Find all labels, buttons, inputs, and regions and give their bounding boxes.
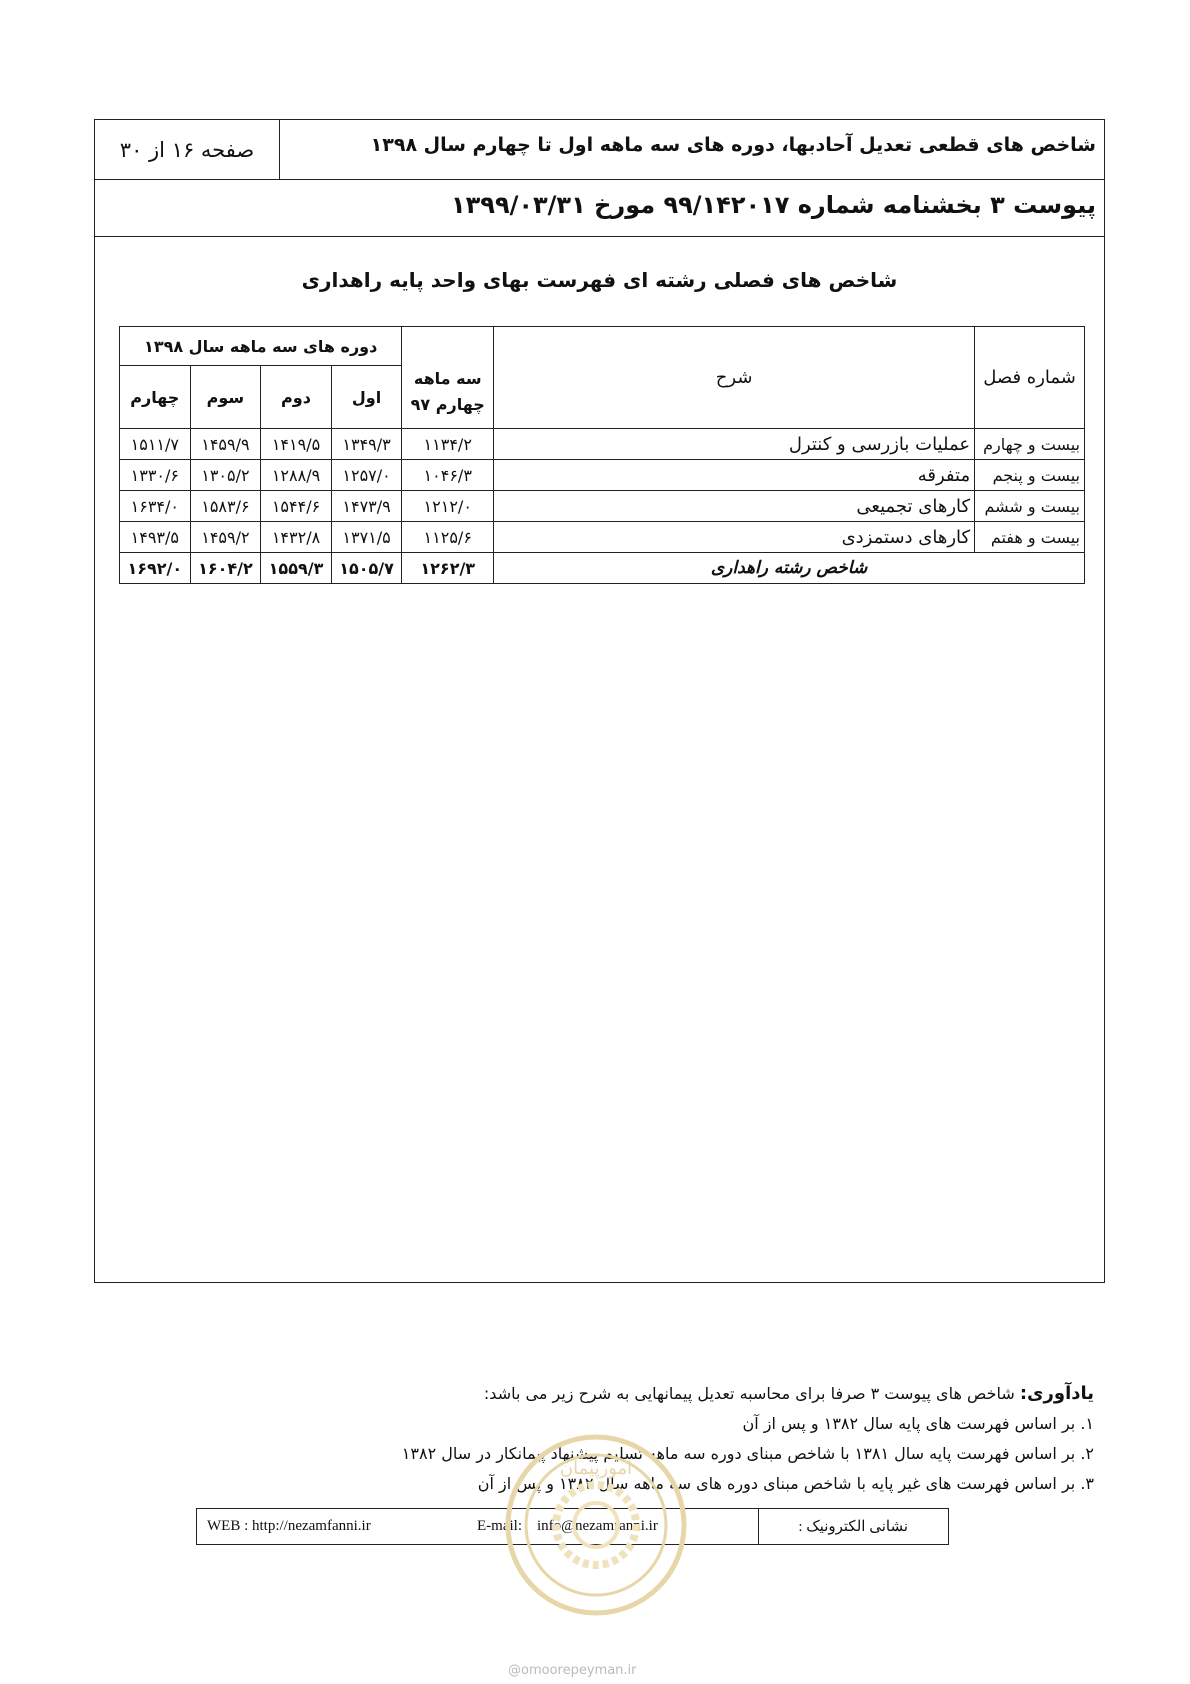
- col-header-q3: سوم: [190, 366, 261, 429]
- table-total-row: [120, 553, 1085, 584]
- section-title: شاخص های فصلی رشته ای فهرست بهای واحد پایه راهداری: [301, 268, 898, 292]
- note-item: ۳. بر اساس فهرست های غیر پایه با شاخص مبنای دوره های سه ماهه سال ۱۳۸۲ و پس از آن: [477, 1474, 1094, 1493]
- group-header: دوره های سه ماهه سال ۱۳۹۸: [120, 327, 402, 366]
- cell-q1: ۱۳۴۹/۳: [331, 429, 402, 460]
- cell-total-label: شاخص رشته راهداری: [494, 553, 1085, 584]
- document-subtitle: پیوست ۳ بخشنامه شماره ۹۹/۱۴۲۰۱۷ مورخ ۱۳۹۹/۰۳/۳۱: [451, 191, 1096, 219]
- cell-total-q4: ۱۶۹۲/۰: [120, 553, 191, 584]
- cell-q2: ۱۴۳۲/۸: [261, 522, 332, 553]
- cell-q97: ۱۱۳۴/۲: [402, 429, 494, 460]
- cell-fasl: بیست و هفتم: [975, 522, 1085, 553]
- cell-q2: ۱۴۱۹/۵: [261, 429, 332, 460]
- col-header-q97: سه ماهه چهارم ۹۷: [402, 327, 494, 429]
- cell-q97: ۱۱۲۵/۶: [402, 522, 494, 553]
- cell-fasl: بیست و پنجم: [975, 460, 1085, 491]
- cell-fasl: بیست و چهارم: [975, 429, 1085, 460]
- cell-q1: ۱۴۷۳/۹: [331, 491, 402, 522]
- cell-q2: ۱۲۸۸/۹: [261, 460, 332, 491]
- cell-sharh: عملیات بازرسی و کنترل: [494, 429, 975, 460]
- cell-q4: ۱۵۱۱/۷: [120, 429, 191, 460]
- cell-q1: ۱۲۵۷/۰: [331, 460, 402, 491]
- cell-fasl: بیست و ششم: [975, 491, 1085, 522]
- notes-intro-line: [402, 1379, 1094, 1409]
- seal-text: امورپیمان: [559, 1458, 633, 1479]
- cell-sharh: متفرقه: [494, 460, 975, 491]
- cell-sharh: کارهای تجمیعی: [494, 491, 975, 522]
- header-row: [95, 120, 1104, 180]
- email-link[interactable]: info@nezamfanni.ir: [537, 1518, 658, 1534]
- table-row: [120, 491, 1085, 522]
- cell-total-q3: ۱۶۰۴/۲: [190, 553, 261, 584]
- cell-q2: ۱۵۴۴/۶: [261, 491, 332, 522]
- email-label: E-mail:: [477, 1518, 522, 1534]
- page-frame: [94, 119, 1105, 1283]
- index-table: [119, 326, 1085, 584]
- footer-web-link[interactable]: WEB : http://nezamfanni.ir: [207, 1518, 371, 1534]
- cell-q1: ۱۳۷۱/۵: [331, 522, 402, 553]
- table-row: [120, 522, 1085, 553]
- cell-q4: ۱۶۳۴/۰: [120, 491, 191, 522]
- cell-q4: ۱۳۳۰/۶: [120, 460, 191, 491]
- cell-total-q1: ۱۵۰۵/۷: [331, 553, 402, 584]
- notes-intro: شاخص های پیوست ۳ صرفا برای محاسبه تعدیل پیمانهایی به شرح زیر می باشد:: [483, 1384, 1015, 1403]
- col-header-q2: دوم: [261, 366, 332, 429]
- footer-label: نشانی الکترونیک :: [758, 1509, 948, 1544]
- cell-total-q2: ۱۵۵۹/۳: [261, 553, 332, 584]
- cell-q97: ۱۰۴۶/۳: [402, 460, 494, 491]
- col-header-q1: اول: [331, 366, 402, 429]
- note-item: ۲. بر اساس فهرست پایه سال ۱۳۸۱ با شاخص مبنای دوره سه ماهه تسلیم پیشنهاد پیمانکار در سال ۱۳۸۲: [401, 1444, 1094, 1463]
- table-row: [120, 460, 1085, 491]
- col-header-fasl: شماره فصل: [975, 327, 1085, 429]
- cell-total-q97: ۱۲۶۲/۳: [402, 553, 494, 584]
- notes-head: یادآوری:: [1019, 1383, 1094, 1404]
- document-title: شاخص های قطعی تعدیل آحادبها، دوره های سه ماهه اول تا چهارم سال ۱۳۹۸: [370, 134, 1096, 156]
- cell-q3: ۱۴۵۹/۲: [190, 522, 261, 553]
- note-item: ۱. بر اساس فهرست های پایه سال ۱۳۸۲ و پس از آن: [742, 1414, 1094, 1433]
- page-indicator: صفحه ۱۶ از ۳۰: [95, 120, 280, 179]
- col-header-sharh: شرح: [494, 327, 975, 429]
- table-row: [120, 429, 1085, 460]
- cell-sharh: کارهای دستمزدی: [494, 522, 975, 553]
- cell-q3: ۱۵۸۳/۶: [190, 491, 261, 522]
- cell-q97: ۱۲۱۲/۰: [402, 491, 494, 522]
- watermark: @omoorepeyman.ir: [508, 1663, 637, 1678]
- cell-q3: ۱۳۰۵/۲: [190, 460, 261, 491]
- col-header-q4: چهارم: [120, 366, 191, 429]
- cell-q3: ۱۴۵۹/۹: [190, 429, 261, 460]
- cell-q4: ۱۴۹۳/۵: [120, 522, 191, 553]
- seal-stamp: [503, 1432, 689, 1618]
- subtitle-row: [95, 179, 1104, 237]
